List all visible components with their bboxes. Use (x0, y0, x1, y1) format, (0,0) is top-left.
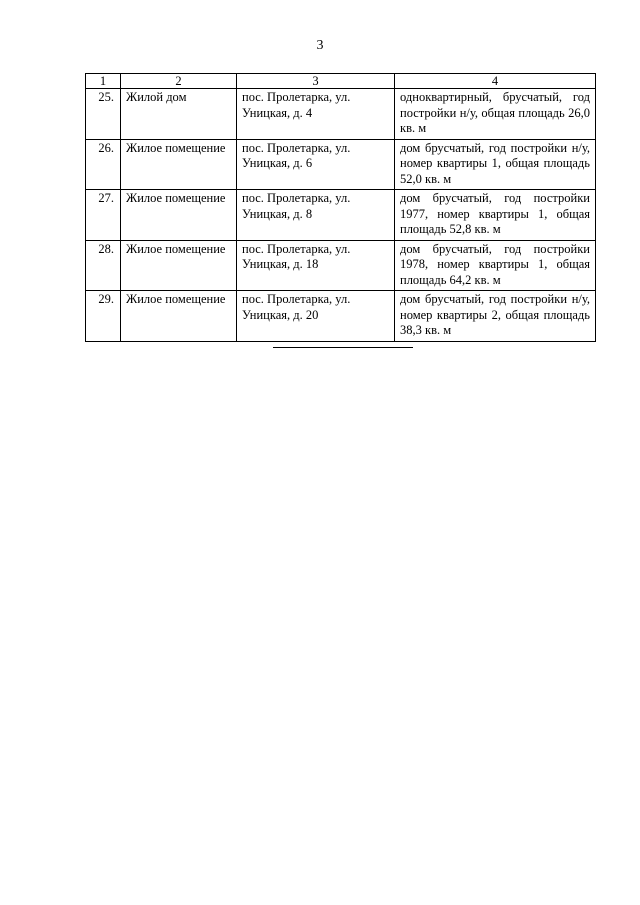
object-description: дом брусчатый, год постройки 1978, номер квартиры 1, общая площадь 64,2 кв. м (395, 240, 596, 291)
object-name: Жилое помещение (121, 190, 237, 241)
object-address: пос. Пролетарка, ул. Уницкая, д. 20 (237, 291, 395, 342)
object-address: пос. Пролетарка, ул. Уницкая, д. 8 (237, 190, 395, 241)
object-name: Жилое помещение (121, 291, 237, 342)
table-row (86, 139, 596, 190)
page-number: 3 (316, 38, 324, 53)
object-address: пос. Пролетарка, ул. Уницкая, д. 4 (237, 89, 395, 140)
row-number: 27. (86, 190, 121, 241)
object-address: пос. Пролетарка, ул. Уницкая, д. 18 (237, 240, 395, 291)
row-number: 29. (86, 291, 121, 342)
row-number: 25. (86, 89, 121, 140)
object-description: одноквартирный, брусчатый, год постройки н/у, общая площадь 26,0 кв. м (395, 89, 596, 140)
row-number: 28. (86, 240, 121, 291)
object-name: Жилое помещение (121, 240, 237, 291)
property-table (85, 73, 596, 342)
table-row (86, 291, 596, 342)
row-number: 26. (86, 139, 121, 190)
end-of-document-rule (273, 347, 413, 348)
object-description: дом брусчатый, год постройки н/у, номер квартиры 2, общая площадь 38,3 кв. м (395, 291, 596, 342)
table-row (86, 89, 596, 140)
object-name: Жилое помещение (121, 139, 237, 190)
object-address: пос. Пролетарка, ул. Уницкая, д. 6 (237, 139, 395, 190)
object-name: Жилой дом (121, 89, 237, 140)
column-header-4: 4 (395, 74, 596, 89)
table-header-row (86, 74, 596, 89)
column-header-1: 1 (86, 74, 121, 89)
object-description: дом брусчатый, год постройки 1977, номер квартиры 1, общая площадь 52,8 кв. м (395, 190, 596, 241)
object-description: дом брусчатый, год постройки н/у, номер квартиры 1, общая площадь 52,0 кв. м (395, 139, 596, 190)
column-header-2: 2 (121, 74, 237, 89)
table-row (86, 190, 596, 241)
column-header-3: 3 (237, 74, 395, 89)
table-row (86, 240, 596, 291)
